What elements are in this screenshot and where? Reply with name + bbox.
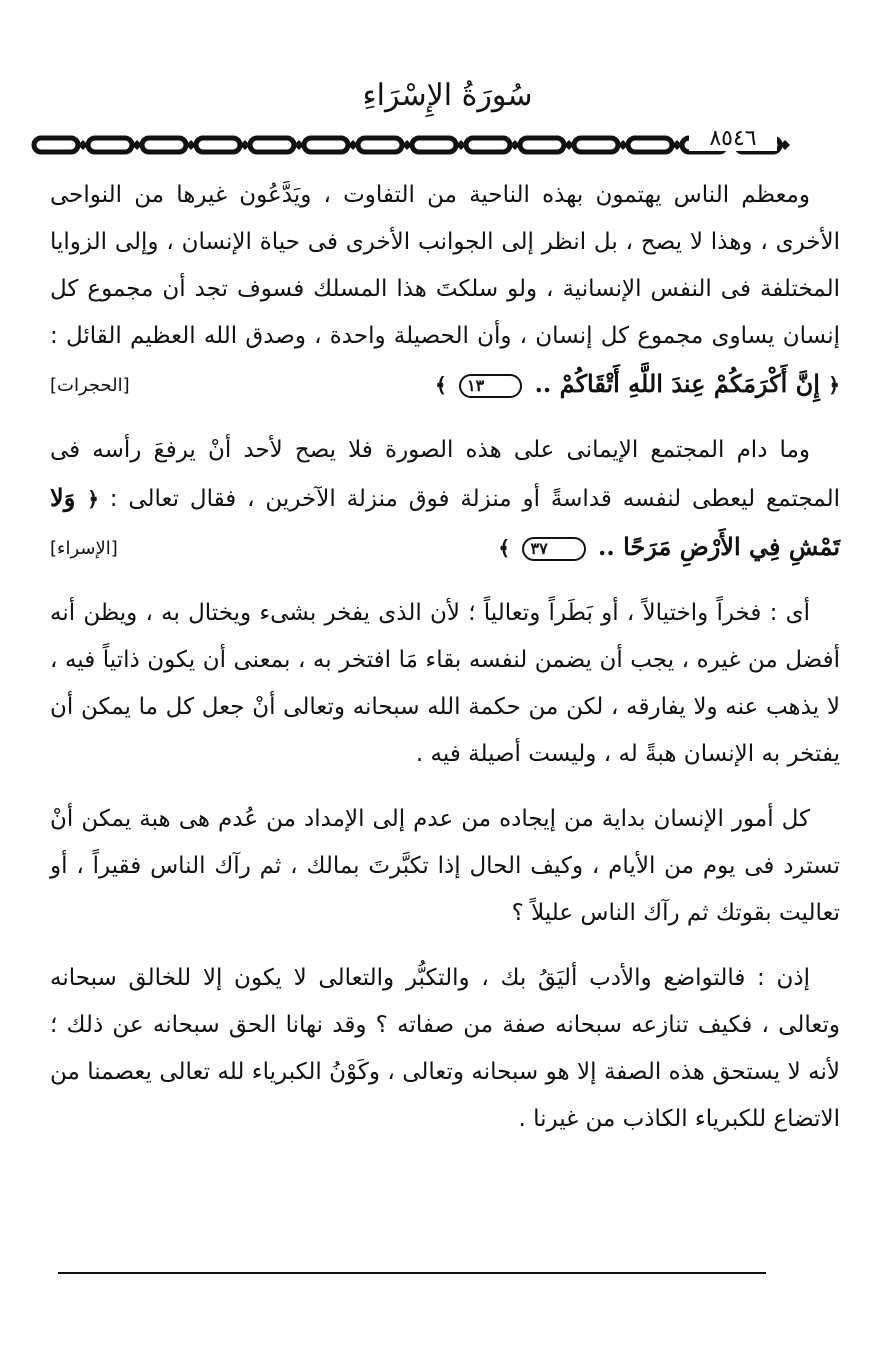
paragraph — [50, 590, 840, 778]
surah-title: سُورَةُ الإِسْرَاءِ — [362, 78, 533, 113]
chain-link — [304, 138, 348, 152]
chain-link — [196, 138, 240, 152]
chain-ornament-band — [30, 128, 800, 162]
paragraph-text: ومعظم الناس يهتمون بهذه الناحية من التفاوت ، ويَدَّعُون غيرها من النواحى الأخرى ، وهذا لا يصح ، بل انظر إلى الجوانب الأخرى فى حياة الإنسان ، وإلى الزوايا المختلفة فى النفس الإنسانية ، ولو سلكتَ هذا المسلك فسوف تجد أن مجموع كل إنسان يساوى مجموع كل إنسان ، وأن الحصيلة واحدة ، وصدق الله العظيم القائل : — [50, 182, 840, 349]
quran-verse — [435, 369, 840, 398]
chain-link — [142, 138, 186, 152]
paragraph — [50, 955, 840, 1143]
paragraph — [50, 172, 840, 409]
verse-close-bracket: ﴾ — [434, 373, 447, 397]
paragraph — [50, 796, 840, 937]
verse-close-bracket: ﴾ — [498, 536, 511, 560]
verse-open-bracket: ﴿ — [87, 487, 99, 511]
paragraph-text: وما دام المجتمع الإيمانى على هذه الصورة فلا يصح لأحد أنْ يرفعَ رأسه فى المجتمع ليعطى لنفسه قداسةً أو منزلة فوق منزلة الآخرين ، فقال تعالى : — [50, 437, 840, 512]
verse-number: ٣٧ — [522, 537, 585, 561]
verse-open-bracket: ﴿ — [828, 373, 840, 397]
surah-reference: [الإسراء] — [50, 538, 118, 559]
chain-link — [250, 138, 294, 152]
paragraph-text: أى : فخراً واختيالاً ، أو بَطَراً وتعالياً ؛ لأن الذى يفخر بشىء ويختال به ، ويظن أنه أفضل من غيره ، يجب أن يضمن لنفسه بقاء مَا افتخر به ، بمعنى أن يكون ذاتياً فيه ، لا يذهب عنه ولا يفارقه ، لكن من حكمة الله سبحانه وتعالى أنْ جعل كل ما يمكن أن يفتخر به الإنسان هبةً له ، وليست أصيلة فيه . — [50, 600, 840, 767]
chain-link — [412, 138, 456, 152]
chain-link — [34, 138, 78, 152]
chain-link — [520, 138, 564, 152]
paragraph-text: إذن : فالتواضع والأدب أليَقُ بك ، والتكبُّر والتعالى لا يكون إلا للخالق سبحانه وتعالى ، فكيف تنازعه سبحانه صفة من صفاته ؟ وقد نهانا الحق سبحانه عن ذلك ؛ لأنه لا يستحق هذه الصفة إلا هو سبحانه وتعالى ، وكَوْنُ الكبرياء لله تعالى يعصمنا من الاتضاع للكبرياء الكاذب من غيرنا . — [50, 965, 840, 1132]
body-text — [50, 172, 840, 1161]
chain-link — [628, 138, 672, 152]
page-number: ٨٥٤٦ — [689, 126, 777, 151]
paragraph-text: كل أمور الإنسان بداية من إيجاده من عدم إلى الإمداد من عُدم هى هبة يمكن أنْ تسترد فى يوم من الأيام ، وكيف الحال إذا تكبَّرتَ بمالك ، ثم رآك الناس فقيراً ، أو تعاليت بقوتك ثم رآك الناس عليلاً ؟ — [50, 806, 840, 926]
chain-link — [466, 138, 510, 152]
surah-reference: [الحجرات] — [50, 375, 130, 396]
footer-divider — [58, 1272, 766, 1274]
verse-number: ١٣ — [459, 374, 522, 398]
chain-link — [88, 138, 132, 152]
verse-text: وَلا تَمْشِ فِي الأَرْضِ مَرَحًا .. — [50, 483, 840, 561]
verse-text: إِنَّ أَكْرَمَكُمْ عِندَ اللَّهِ أَتْقَاكُمْ .. — [534, 369, 820, 398]
chain-link — [358, 138, 402, 152]
paragraph — [50, 427, 840, 572]
chain-link — [574, 138, 618, 152]
